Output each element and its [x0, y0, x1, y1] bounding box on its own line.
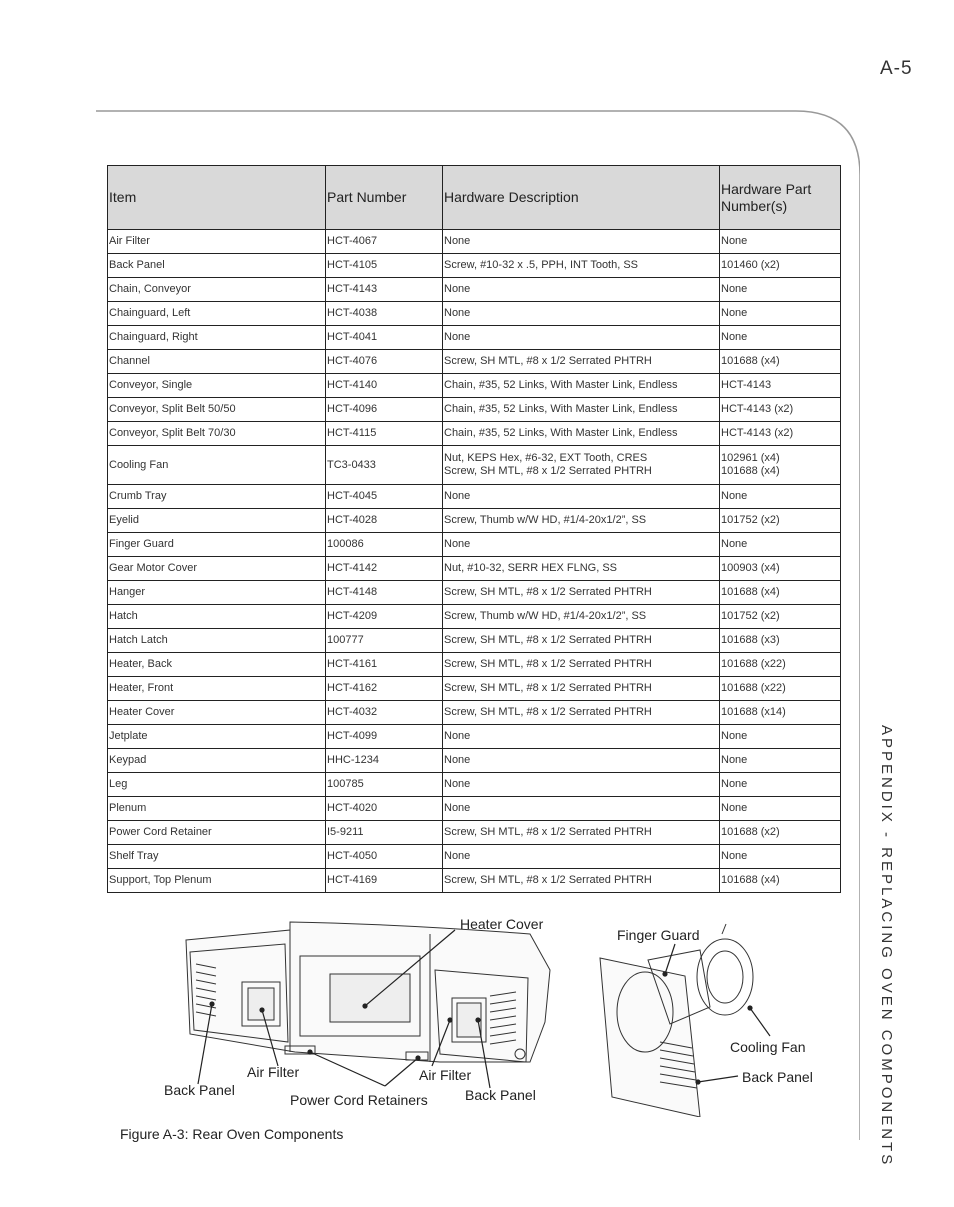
cell-part-number: HCT-4143: [326, 278, 443, 302]
cell-part-number: HCT-4115: [326, 422, 443, 446]
cell-hardware-description: Chain, #35, 52 Links, With Master Link, Endless: [443, 374, 720, 398]
cell-item: Cooling Fan: [108, 446, 326, 485]
table-row: [108, 230, 841, 254]
cell-item: Power Cord Retainer: [108, 821, 326, 845]
table-row: [108, 398, 841, 422]
cell-item: Hatch: [108, 605, 326, 629]
cell-hardware-part-numbers: 101752 (x2): [720, 605, 841, 629]
cell-hardware-part-numbers: None: [720, 749, 841, 773]
cell-hardware-description: Nut, #10-32, SERR HEX FLNG, SS: [443, 557, 720, 581]
table-row: [108, 605, 841, 629]
cell-hardware-part-numbers: None: [720, 533, 841, 557]
cell-part-number: HCT-4050: [326, 845, 443, 869]
cell-part-number: HHC-1234: [326, 749, 443, 773]
cell-hardware-description: Screw, SH MTL, #8 x 1/2 Serrated PHTRH: [443, 629, 720, 653]
cell-part-number: HCT-4076: [326, 350, 443, 374]
figure-caption: Figure A-3: Rear Oven Components: [120, 1126, 344, 1142]
cell-hardware-description: Screw, #10-32 x .5, PPH, INT Tooth, SS: [443, 254, 720, 278]
label-heater-cover: Heater Cover: [460, 916, 544, 932]
cell-part-number: HCT-4096: [326, 398, 443, 422]
table-row: [108, 446, 841, 485]
cell-hardware-part-numbers: 101460 (x2): [720, 254, 841, 278]
cell-hardware-description: None: [443, 326, 720, 350]
table-row: [108, 509, 841, 533]
cell-hardware-description: None: [443, 773, 720, 797]
table-row: [108, 485, 841, 509]
cell-hardware-part-numbers: 101688 (x2): [720, 821, 841, 845]
cell-hardware-description: None: [443, 725, 720, 749]
cell-hardware-part-numbers: HCT-4143 (x2): [720, 422, 841, 446]
table-row: [108, 725, 841, 749]
table-row: [108, 374, 841, 398]
label-back-panel-left: Back Panel: [164, 1082, 235, 1098]
label-finger-guard: Finger Guard: [617, 927, 700, 943]
cell-part-number: HCT-4032: [326, 701, 443, 725]
cell-hardware-description: Nut, KEPS Hex, #6-32, EXT Tooth, CRES Screw, SH MTL, #8 x 1/2 Serrated PHTRH: [443, 446, 720, 485]
side-section-title: APPENDIX - REPLACING OVEN COMPONENTS: [878, 725, 895, 1168]
cell-item: Shelf Tray: [108, 845, 326, 869]
cell-hardware-description: Screw, SH MTL, #8 x 1/2 Serrated PHTRH: [443, 653, 720, 677]
cell-part-number: HCT-4169: [326, 869, 443, 893]
cell-item: Gear Motor Cover: [108, 557, 326, 581]
table-row: [108, 629, 841, 653]
label-air-filter-right: Air Filter: [419, 1067, 472, 1083]
cell-hardware-description: Screw, SH MTL, #8 x 1/2 Serrated PHTRH: [443, 581, 720, 605]
cell-item: Air Filter: [108, 230, 326, 254]
table-row: [108, 845, 841, 869]
cell-item: Back Panel: [108, 254, 326, 278]
cell-item: Support, Top Plenum: [108, 869, 326, 893]
cell-part-number: HCT-4067: [326, 230, 443, 254]
cell-item: Finger Guard: [108, 533, 326, 557]
cell-part-number: HCT-4041: [326, 326, 443, 350]
rear-oven-figure: [160, 912, 820, 1117]
cell-part-number: HCT-4140: [326, 374, 443, 398]
cell-hardware-part-numbers: 101688 (x14): [720, 701, 841, 725]
cell-item: Heater, Front: [108, 677, 326, 701]
cell-item: Conveyor, Split Belt 50/50: [108, 398, 326, 422]
cell-hardware-part-numbers: None: [720, 725, 841, 749]
cell-hardware-description: None: [443, 485, 720, 509]
cell-part-number: HCT-4148: [326, 581, 443, 605]
cell-part-number: HCT-4028: [326, 509, 443, 533]
cell-hardware-part-numbers: 102961 (x4) 101688 (x4): [720, 446, 841, 485]
column-header-item: Item: [108, 166, 326, 230]
cell-item: Jetplate: [108, 725, 326, 749]
label-cooling-fan: Cooling Fan: [730, 1039, 806, 1055]
cell-hardware-description: Chain, #35, 52 Links, With Master Link, Endless: [443, 422, 720, 446]
label-power-cord-retainers: Power Cord Retainers: [290, 1092, 428, 1108]
cell-part-number: HCT-4020: [326, 797, 443, 821]
cell-hardware-part-numbers: None: [720, 278, 841, 302]
table-row: [108, 557, 841, 581]
table-row: [108, 821, 841, 845]
table-row: [108, 533, 841, 557]
table-row: [108, 254, 841, 278]
cell-item: Heater Cover: [108, 701, 326, 725]
cell-hardware-description: None: [443, 278, 720, 302]
cell-item: Keypad: [108, 749, 326, 773]
cell-hardware-description: Chain, #35, 52 Links, With Master Link, Endless: [443, 398, 720, 422]
cell-part-number: HCT-4142: [326, 557, 443, 581]
label-air-filter-left: Air Filter: [247, 1064, 300, 1080]
cell-hardware-part-numbers: None: [720, 230, 841, 254]
table-row: [108, 302, 841, 326]
page-number: A-5: [880, 58, 913, 79]
table-row: [108, 677, 841, 701]
table-row: [108, 326, 841, 350]
parts-table: [107, 165, 841, 893]
table-row: [108, 701, 841, 725]
cell-hardware-part-numbers: None: [720, 773, 841, 797]
cell-hardware-description: None: [443, 302, 720, 326]
table-row: [108, 773, 841, 797]
cell-part-number: 100777: [326, 629, 443, 653]
cell-hardware-part-numbers: 101688 (x4): [720, 581, 841, 605]
cell-hardware-description: None: [443, 749, 720, 773]
cell-part-number: HCT-4209: [326, 605, 443, 629]
cell-hardware-description: None: [443, 797, 720, 821]
cell-hardware-part-numbers: None: [720, 326, 841, 350]
cell-hardware-part-numbers: 101688 (x4): [720, 869, 841, 893]
table-row: [108, 422, 841, 446]
cell-hardware-part-numbers: 100903 (x4): [720, 557, 841, 581]
cell-hardware-description: Screw, SH MTL, #8 x 1/2 Serrated PHTRH: [443, 869, 720, 893]
cell-item: Hanger: [108, 581, 326, 605]
cell-part-number: HCT-4038: [326, 302, 443, 326]
cell-hardware-part-numbers: None: [720, 302, 841, 326]
cell-hardware-description: None: [443, 845, 720, 869]
table-header-row: [108, 166, 841, 230]
cell-item: Leg: [108, 773, 326, 797]
cell-hardware-part-numbers: None: [720, 485, 841, 509]
cell-hardware-description: Screw, SH MTL, #8 x 1/2 Serrated PHTRH: [443, 350, 720, 374]
cell-hardware-part-numbers: 101688 (x3): [720, 629, 841, 653]
cell-hardware-part-numbers: HCT-4143 (x2): [720, 398, 841, 422]
cell-part-number: HCT-4099: [326, 725, 443, 749]
cell-item: Hatch Latch: [108, 629, 326, 653]
cell-part-number: HCT-4161: [326, 653, 443, 677]
cell-part-number: TC3-0433: [326, 446, 443, 485]
cell-part-number: I5-9211: [326, 821, 443, 845]
cell-hardware-description: Screw, SH MTL, #8 x 1/2 Serrated PHTRH: [443, 821, 720, 845]
column-header-part-number: Part Number: [326, 166, 443, 230]
label-back-panel-right: Back Panel: [742, 1069, 813, 1085]
cell-item: Chain, Conveyor: [108, 278, 326, 302]
table-row: [108, 581, 841, 605]
table-row: [108, 869, 841, 893]
table-row: [108, 278, 841, 302]
table-row: [108, 749, 841, 773]
column-header-hardware-part-numbers: Hardware Part Number(s): [720, 166, 841, 230]
column-header-hardware-description: Hardware Description: [443, 166, 720, 230]
cell-item: Plenum: [108, 797, 326, 821]
table-body: [108, 230, 841, 893]
cell-hardware-description: None: [443, 230, 720, 254]
cell-item: Heater, Back: [108, 653, 326, 677]
cell-item: Chainguard, Left: [108, 302, 326, 326]
cell-item: Crumb Tray: [108, 485, 326, 509]
cell-part-number: 100086: [326, 533, 443, 557]
label-back-panel-center: Back Panel: [465, 1087, 536, 1103]
cell-item: Channel: [108, 350, 326, 374]
cell-hardware-part-numbers: None: [720, 845, 841, 869]
cell-item: Eyelid: [108, 509, 326, 533]
cell-hardware-part-numbers: 101688 (x22): [720, 677, 841, 701]
cell-part-number: HCT-4045: [326, 485, 443, 509]
cell-hardware-part-numbers: None: [720, 797, 841, 821]
cell-hardware-description: None: [443, 533, 720, 557]
cell-hardware-description: Screw, Thumb w/W HD, #1/4-20x1/2”, SS: [443, 509, 720, 533]
cell-item: Conveyor, Split Belt 70/30: [108, 422, 326, 446]
cell-hardware-part-numbers: 101688 (x4): [720, 350, 841, 374]
table-row: [108, 350, 841, 374]
cell-hardware-part-numbers: 101752 (x2): [720, 509, 841, 533]
cell-part-number: 100785: [326, 773, 443, 797]
cell-part-number: HCT-4162: [326, 677, 443, 701]
cell-hardware-description: Screw, SH MTL, #8 x 1/2 Serrated PHTRH: [443, 701, 720, 725]
cell-item: Chainguard, Right: [108, 326, 326, 350]
cell-hardware-part-numbers: 101688 (x22): [720, 653, 841, 677]
cell-hardware-description: Screw, Thumb w/W HD, #1/4-20x1/2”, SS: [443, 605, 720, 629]
cell-item: Conveyor, Single: [108, 374, 326, 398]
cell-hardware-part-numbers: HCT-4143: [720, 374, 841, 398]
table-row: [108, 797, 841, 821]
cell-hardware-description: Screw, SH MTL, #8 x 1/2 Serrated PHTRH: [443, 677, 720, 701]
cell-part-number: HCT-4105: [326, 254, 443, 278]
table-row: [108, 653, 841, 677]
